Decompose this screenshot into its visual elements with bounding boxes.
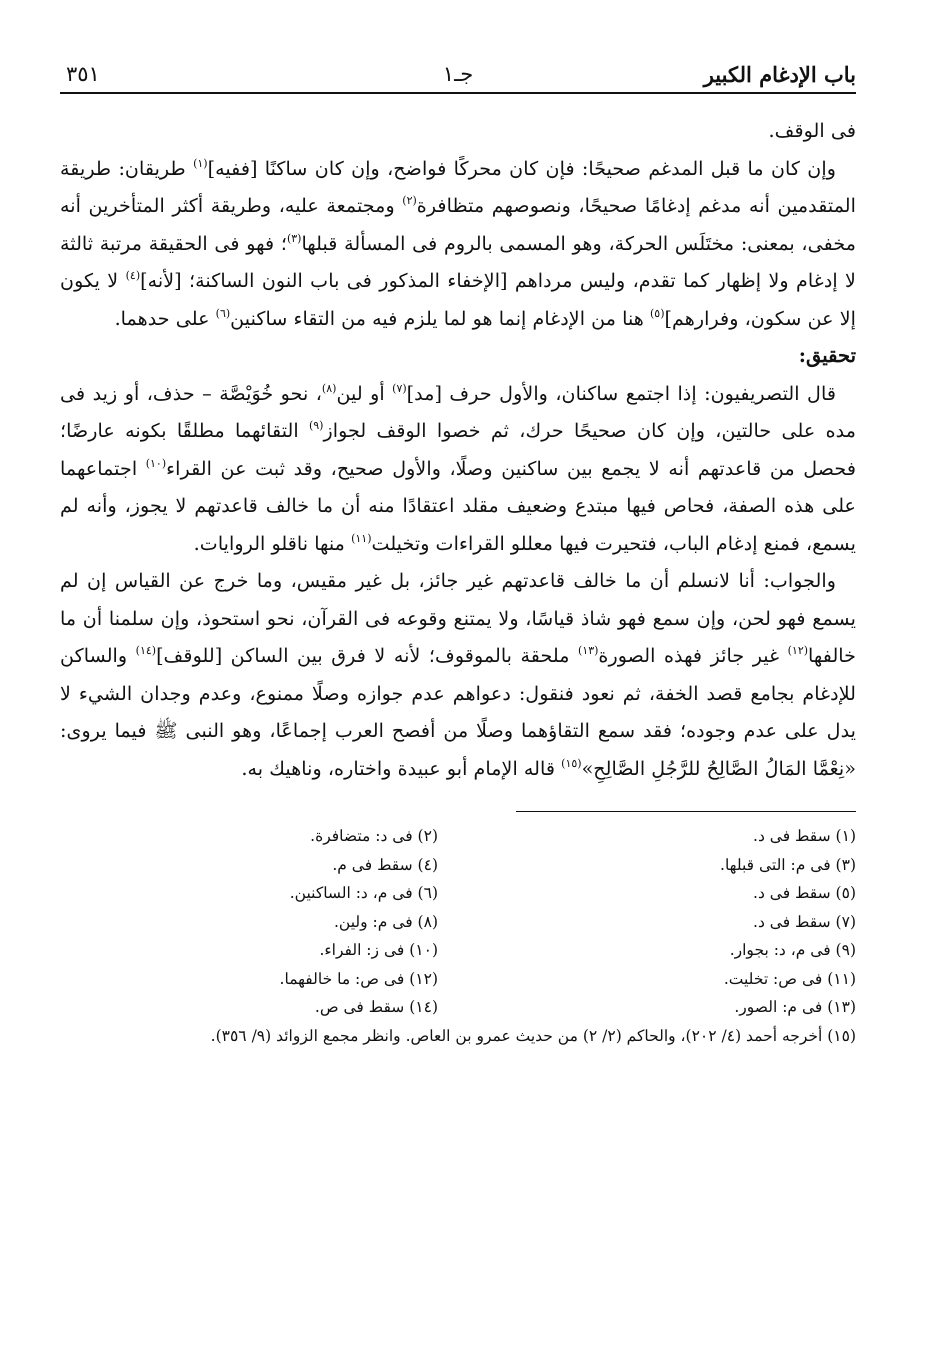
footnote-number: (٥) bbox=[835, 884, 856, 902]
footnote-item bbox=[478, 993, 856, 1022]
text-segment: قال التصريفيون: إذا اجتمع ساكنان، والأول حرف [مد] bbox=[406, 381, 836, 405]
footnote-number: (١٤) bbox=[409, 998, 438, 1016]
footnote-number: (٣) bbox=[835, 855, 856, 874]
text-segment: وإن كان ما قبل المدغم صحيحًا: فإن كان محركًا فواضح، وإن كان ساكنًا [ففيه] bbox=[207, 156, 836, 180]
footnote-item bbox=[60, 908, 438, 937]
footnote-text: سقط فى م. bbox=[332, 855, 413, 874]
volume-label: جـ١ bbox=[442, 62, 474, 86]
footnote-ref-3: (٣) bbox=[286, 231, 302, 245]
footnote-ref-15: (١٥) bbox=[561, 756, 582, 770]
footnote-number: (١١) bbox=[827, 969, 856, 988]
footnote-ref-6: (٦) bbox=[215, 306, 231, 320]
text-segment: والساكن للإدغام بجامع قصد الخفة، ثم نعود فنقول: دعواهم عدم جوازه وصلًا ممنوع، وعدم وجدان الشيء لا يدل على عدم وجوده؛ فقد سمع التقاؤهما وصلًا من أفصح العرب إجماعًا، وهو النبى ﷺ فيما يروى: «نِعْمَّا المَالُ الصَّالِحُ للرَّجُلِ الصَّالِحِ» bbox=[60, 644, 856, 780]
paragraph-4 bbox=[60, 562, 856, 787]
footnote-item bbox=[60, 1022, 856, 1051]
footnote-item bbox=[478, 822, 856, 851]
text-segment: أو لين bbox=[336, 381, 393, 405]
footnote-number: (١٢) bbox=[409, 969, 438, 988]
footnote-item bbox=[60, 822, 438, 851]
footnote-text: سقط فى د. bbox=[753, 884, 831, 902]
footnote-ref-11: (١١) bbox=[351, 531, 372, 545]
footnote-number: (٨) bbox=[417, 912, 438, 931]
footnote-text: فى م، د: بجوار. bbox=[729, 941, 831, 959]
text-segment: طريقان: طريقة المتقدمين أنه مدغم إدغامًا صحيحًا، ونصوصهم متظافرة bbox=[60, 156, 856, 217]
text-segment: لا يكون إلا عن سكون، وفرارهم] bbox=[60, 269, 856, 330]
running-header bbox=[60, 58, 856, 94]
footnote-text: سقط فى ص. bbox=[314, 998, 405, 1016]
text-segment: ؛ فهو فى الحقيقة مرتبة ثالثة لا إدغام ولا إظهار كما تقدم، وليس مرداهم [الإخفاء المذكور فى باب النون الساكنة؛ [لأنه] bbox=[60, 231, 856, 292]
page-number: ٣٥١ bbox=[66, 62, 100, 86]
footnote-ref-5: (٥) bbox=[649, 306, 665, 320]
chapter-title: باب الإدغام الكبير bbox=[703, 62, 856, 87]
footnote-ref-13: (١٣) bbox=[578, 644, 599, 657]
footnote-text: فى م: الصور. bbox=[734, 998, 823, 1016]
footnote-text: فى ص: تخليت. bbox=[723, 969, 823, 988]
text-segment: ، نحو خُوَيْصَّة – حذف، أو زيد فى مده على حالتين، وإن كان صحيحًا حرك، ثم خصوا الوقف لجواز bbox=[60, 381, 856, 442]
text-segment: ومجتمعة عليه، وطريقة أكثر المتأخرين أنه مخفى، بمعنى: مختَلَس الحركة، وهو المسمى بالروم فى المسألة قبلها bbox=[60, 194, 856, 255]
footnote-separator bbox=[516, 811, 856, 812]
text-segment: منها ناقلو الروايات. bbox=[193, 531, 352, 555]
footnote-item bbox=[478, 908, 856, 937]
footnote-item bbox=[478, 851, 856, 880]
footnote-text: فى م: التى قبلها. bbox=[720, 855, 831, 874]
footnote-number: (١) bbox=[835, 827, 856, 845]
footnote-ref-14: (١٤) bbox=[135, 644, 157, 657]
footnote-ref-2: (٢) bbox=[402, 194, 417, 207]
footnote-number: (١٣) bbox=[827, 998, 856, 1016]
book-page bbox=[60, 58, 856, 1331]
footnote-text: فى م: ولين. bbox=[333, 912, 413, 931]
footnote-text: فى د: متضافرة. bbox=[310, 827, 413, 845]
footnote-text: سقط فى د. bbox=[753, 827, 831, 845]
paragraph-2 bbox=[60, 150, 856, 338]
footnote-number: (١٥) bbox=[827, 1026, 856, 1045]
paragraph-3 bbox=[60, 375, 856, 563]
section-heading: تحقيق: bbox=[798, 344, 856, 367]
text-segment: ملحقة بالموقوف؛ لأنه لا فرق بين الساكن [للوقف] bbox=[156, 644, 578, 667]
footnote-ref-8: (٨) bbox=[321, 381, 337, 395]
footnote-item bbox=[478, 965, 856, 994]
footnote-ref-7: (٧) bbox=[392, 381, 407, 395]
footnote-ref-1: (١) bbox=[193, 156, 208, 170]
paragraph-1: فى الوقف. bbox=[768, 119, 856, 142]
footnote-item bbox=[60, 936, 438, 965]
footnote-number: (٦) bbox=[417, 884, 438, 902]
footnote-item bbox=[60, 993, 438, 1022]
footnote-ref-10: (١٠) bbox=[145, 456, 167, 470]
text-segment: والجواب: أنا لانسلم أن ما خالف قاعدتهم غير جائز، بل غير مقيس، وما خرج عن القياس إن لم يسمع فهو لحن، وإن سمع فهو شاذ قياسًا، ولا يمتنع وقوعه فى القرآن، نحو استحوذ، وإن سلمنا أن ما خالفها bbox=[60, 569, 856, 667]
footnote-number: (٤) bbox=[417, 855, 438, 874]
text-segment: هنا من الإدغام إنما هو لما يلزم فيه من التقاء ساكنين bbox=[230, 306, 650, 330]
footnote-ref-9: (٩) bbox=[308, 419, 324, 432]
footnote-number: (٢) bbox=[417, 827, 438, 845]
footnote-ref-4: (٤) bbox=[125, 269, 141, 282]
footnote-text: فى ز: الفراء. bbox=[319, 941, 405, 959]
footnote-item bbox=[478, 936, 856, 965]
footnote-text: فى ص: ما خالفهما. bbox=[279, 969, 405, 988]
text-segment: اجتماعهما على هذه الصفة، فحاص فيها مبتدع وضعيف مقلد اعتقادًا منه أن ما خالف قاعدتهم لا يجوز، وأنه لم يسمع، فمنع إدغام الباب، فتحيرت فيها معللو القراءات وتخيلت bbox=[60, 456, 856, 555]
footnote-item bbox=[60, 965, 438, 994]
text-segment: على حدهما. bbox=[114, 306, 216, 330]
footnote-number: (١٠) bbox=[409, 941, 438, 959]
footnote-number: (٩) bbox=[835, 941, 856, 959]
footnote-item bbox=[60, 879, 438, 908]
footnotes bbox=[60, 822, 856, 1050]
text-segment: قاله الإمام أبو عبيدة واختاره، وناهيك به. bbox=[241, 756, 562, 780]
text-segment: غير جائز فهذه الصورة bbox=[598, 644, 788, 667]
footnote-text: سقط فى د. bbox=[753, 912, 831, 931]
text-segment: التقائهما مطلقًا بكونه عارضًا؛ فحصل من قاعدتهم أنه لا يجمع بين ساكنين وصلًا، والأول صحيح، وقد ثبت عن القراء bbox=[60, 419, 856, 480]
footnote-text: فى م، د: الساكنين. bbox=[289, 884, 413, 902]
main-text bbox=[60, 112, 856, 787]
footnote-number: (٧) bbox=[835, 912, 856, 931]
footnote-text: أخرجه أحمد (٤/ ٢٠٢)، والحاكم (٢/ ٢) من حديث عمرو بن العاص. وانظر مجمع الزوائد (٩/ ٣٥٦). bbox=[210, 1026, 823, 1045]
footnote-item bbox=[60, 851, 438, 880]
footnote-item bbox=[478, 879, 856, 908]
footnote-ref-12: (١٢) bbox=[787, 644, 809, 657]
